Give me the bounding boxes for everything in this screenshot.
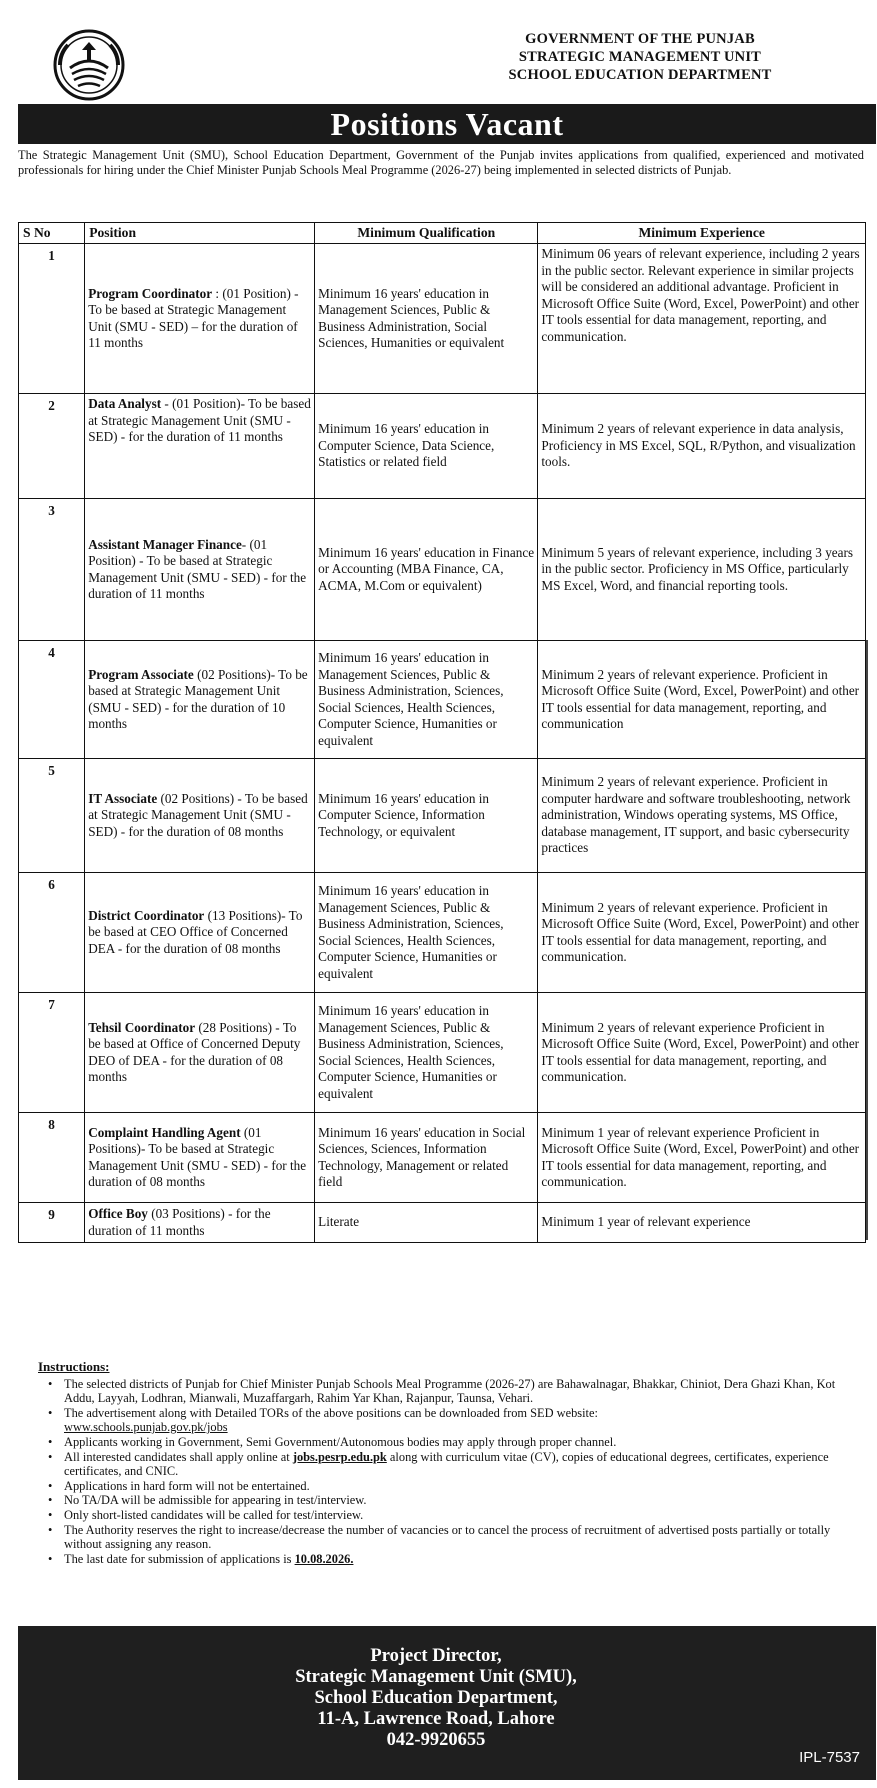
row-experience: Minimum 06 years of relevant experience, including 2 years in the public sector. Relevant experience in similar projects will be considered an additional advantage. Proficient in Microsoft Office Suite (Word, Excel, PowerPoint) and other IT tools essential for data management, reporting, and communication. xyxy=(538,244,866,394)
row-position xyxy=(85,993,315,1113)
instruction-text: All interested candidates shall apply online at xyxy=(64,1449,290,1464)
row-sno: 8 xyxy=(19,1113,85,1203)
position-details: - (01 Position)- To be based at Strategic Management Unit (SMU - SED) - for the duration of 11 months xyxy=(88,396,311,444)
row-position xyxy=(85,641,315,759)
table-row xyxy=(19,873,866,993)
row-experience: Minimum 5 years of relevant experience, including 3 years in the public sector. Proficiency in MS Office, particularly MS Excel, Word, and financial reporting tools. xyxy=(538,499,866,641)
position-title: Data Analyst xyxy=(88,396,162,411)
table-row xyxy=(19,499,866,641)
row-experience: Minimum 1 year of relevant experience Proficient in Microsoft Office Suite (Word, Excel, PowerPoint) and other IT tools essential for data management, reporting, and communication. xyxy=(538,1113,866,1203)
table-header-row xyxy=(19,223,866,244)
row-sno: 2 xyxy=(19,394,85,499)
table-row xyxy=(19,759,866,873)
row-sno: 9 xyxy=(19,1203,85,1243)
row-qualification: Literate xyxy=(315,1203,538,1243)
punjab-government-emblem-icon xyxy=(52,28,126,102)
row-qualification: Minimum 16 years' education in Social Sciences, Sciences, Information Technology, Management or related field xyxy=(315,1113,538,1203)
instruction-text: along with curriculum vitae (CV), copies of educational degrees, certificates, experience certificates, and CNIC. xyxy=(64,1449,829,1479)
header-sno: S No xyxy=(19,223,85,244)
position-details: : (01 Position) - To be based at Strategic Management Unit (SMU - SED) – for the duration of 11 months xyxy=(88,285,299,350)
contact-address xyxy=(246,1646,626,1751)
gov-line-1: GOVERNMENT OF THE PUNJAB xyxy=(525,31,755,47)
page-title: Positions Vacant xyxy=(18,104,876,144)
instruction-text: The advertisement along with Detailed TORs of the above positions can be downloaded from SED website: xyxy=(64,1405,598,1420)
table-row xyxy=(19,641,866,759)
row-qualification: Minimum 16 years' education in Computer Science, Data Science, Statistics or related field xyxy=(315,394,538,499)
instruction-item xyxy=(36,1552,866,1567)
instruction-item: • The Authority reserves the right to increase/decrease the number of vacancies or to cancel the process of recruitment of advertised posts partially or totally without assigning any reason. xyxy=(36,1523,866,1552)
position-details: - (01 Position) - To be based at Strategic Management Unit (SMU - SED) - for the duration of 11 months xyxy=(88,536,307,601)
row-position xyxy=(85,873,315,993)
position-details: (03 Positions) - for the duration of 11 months xyxy=(88,1206,271,1238)
row-qualification: Minimum 16 years' education in Management Sciences, Public & Business Administration, Social Sciences, Humanities or equivalent xyxy=(315,244,538,394)
position-title: Complaint Handling Agent xyxy=(88,1124,241,1140)
position-details: (01 Positions)- To be based at Strategic Management Unit (SMU - SED) - for the duration of 08 months xyxy=(88,1124,307,1189)
row-position xyxy=(85,1113,315,1203)
instructions-list xyxy=(36,1377,866,1567)
row-qualification: Minimum 16 years' education in Management Sciences, Public & Business Administration, Sciences, Social Sciences, Health Sciences, Computer Science, Humanities or equivalent xyxy=(315,641,538,759)
position-title: Assistant Manager Finance xyxy=(88,536,242,552)
position-details: (02 Positions) - To be based at Strategic Management Unit (SMU - SED) - for the duration of 08 months xyxy=(88,790,308,839)
instructions-section xyxy=(36,1360,866,1566)
row-qualification: Minimum 16 years' education in Management Sciences, Public & Business Administration, Sciences, Social Sciences, Health Sciences, Computer Science, Humanities or equivalent xyxy=(315,993,538,1113)
position-title: Program Associate xyxy=(88,666,194,682)
last-date: 10.08.2026. xyxy=(294,1551,354,1566)
row-experience: Minimum 2 years of relevant experience. Proficient in Microsoft Office Suite (Word, Excel, PowerPoint) and other IT tools essential for data management, reporting, and communication xyxy=(538,641,866,759)
positions-table xyxy=(18,222,866,1243)
advertisement-reference-code: IPL-7537 xyxy=(799,1749,860,1766)
row-experience: Minimum 2 years of relevant experience in data analysis, Proficiency in MS Excel, SQL, R/Python, and visualization tools. xyxy=(538,394,866,499)
instruction-item xyxy=(36,1450,866,1479)
table-row xyxy=(19,1203,866,1243)
apply-online-link[interactable]: jobs.pesrp.edu.pk xyxy=(292,1449,387,1464)
contact-footer xyxy=(18,1626,876,1780)
row-experience: Minimum 2 years of relevant experience Proficient in Microsoft Office Suite (Word, Excel, PowerPoint) and other IT tools essential for data management, reporting, and communication. xyxy=(538,993,866,1113)
header-position: Position xyxy=(85,223,315,244)
row-sno: 6 xyxy=(19,873,85,993)
row-qualification: Minimum 16 years' education in Management Sciences, Public & Business Administration, Sciences, Social Sciences, Health Sciences, Computer Science, Humanities or equivalent xyxy=(315,873,538,993)
page-edge-rule xyxy=(866,640,868,1240)
footer-line-3: School Education Department, xyxy=(314,1688,558,1708)
instructions-heading: Instructions: xyxy=(38,1359,110,1374)
row-sno: 7 xyxy=(19,993,85,1113)
position-title: Tehsil Coordinator xyxy=(88,1019,196,1035)
row-position xyxy=(85,1203,315,1243)
row-qualification: Minimum 16 years' education in Computer Science, Information Technology, or equivalent xyxy=(315,759,538,873)
row-position xyxy=(85,244,315,394)
row-sno: 4 xyxy=(19,641,85,759)
row-experience: Minimum 2 years of relevant experience. Proficient in Microsoft Office Suite (Word, Excel, PowerPoint) and other IT tools essential for data management, reporting, and communication. xyxy=(538,873,866,993)
instruction-item: • Applicants working in Government, Semi Government/Autonomous bodies may apply through proper channel. xyxy=(36,1435,866,1450)
sed-website-link[interactable]: www.schools.punjab.gov.pk/jobs xyxy=(64,1420,228,1435)
position-title: Office Boy xyxy=(88,1206,148,1221)
row-qualification: Minimum 16 years' education in Finance or Accounting (MBA Finance, CA, ACMA, M.Com or equivalent) xyxy=(315,499,538,641)
row-position xyxy=(85,499,315,641)
footer-phone: 042-9920655 xyxy=(386,1730,486,1750)
gov-line-3: SCHOOL EDUCATION DEPARTMENT xyxy=(508,67,772,83)
intro-paragraph: The Strategic Management Unit (SMU), School Education Department, Government of the Punjab invites applications from qualified, experienced and motivated professionals for hiring under the Chief Minister Punjab Schools Meal Programme (2026-27) being implemented in selected districts of Punjab. xyxy=(18,148,864,177)
instruction-item: • Only short-listed candidates will be called for test/interview. xyxy=(36,1508,866,1523)
instruction-item: • Applications in hard form will not be entertained. xyxy=(36,1479,866,1494)
footer-line-4: 11-A, Lawrence Road, Lahore xyxy=(317,1709,555,1729)
position-title: IT Associate xyxy=(88,790,158,806)
footer-line-2: Strategic Management Unit (SMU), xyxy=(295,1667,577,1687)
table-row xyxy=(19,993,866,1113)
instruction-text: The last date for submission of applications is xyxy=(64,1551,292,1566)
row-sno: 1 xyxy=(19,244,85,394)
row-position xyxy=(85,394,315,499)
header-experience: Minimum Experience xyxy=(538,223,866,244)
table-row xyxy=(19,394,866,499)
table-row xyxy=(19,1113,866,1203)
row-experience: Minimum 1 year of relevant experience xyxy=(538,1203,866,1243)
position-title: District Coordinator xyxy=(88,907,205,923)
table-row xyxy=(19,244,866,394)
row-sno: 3 xyxy=(19,499,85,641)
position-details: (28 Positions) - To be based at Office of Concerned Deputy DEO of DEA - for the duration of 08 months xyxy=(88,1019,301,1084)
footer-line-1: Project Director, xyxy=(370,1646,502,1666)
row-sno: 5 xyxy=(19,759,85,873)
gov-line-2: STRATEGIC MANAGEMENT UNIT xyxy=(518,49,762,65)
position-title: Program Coordinator xyxy=(88,285,213,301)
instruction-item: • The selected districts of Punjab for Chief Minister Punjab Schools Meal Programme (2026-27) are Bahawalnagar, Bhakkar, Chiniot, Dera Ghazi Khan, Kot Addu, Layyah, Lodhran, Mianwali, Muzaffargarh, Rahim Yar Khan, Rajanpur, Taunsa, Vehari. xyxy=(36,1377,866,1406)
row-experience: Minimum 2 years of relevant experience. Proficient in computer hardware and software troubleshooting, network administration, Windows operating systems, MS Office, database management, IT support, and basic cybersecurity practices xyxy=(538,759,866,873)
instruction-item xyxy=(36,1406,866,1435)
row-position xyxy=(85,759,315,873)
instruction-item: • No TA/DA will be admissible for appearing in test/interview. xyxy=(36,1493,866,1508)
position-details: (02 Positions)- To be based at Strategic Management Unit (SMU - SED) - for the duration of 10 months xyxy=(88,666,308,731)
header-qualification: Minimum Qualification xyxy=(315,223,538,244)
position-details: (13 Positions)- To be based at CEO Office of Concerned DEA - for the duration of 08 months xyxy=(88,907,303,956)
issuing-authority xyxy=(470,30,810,84)
